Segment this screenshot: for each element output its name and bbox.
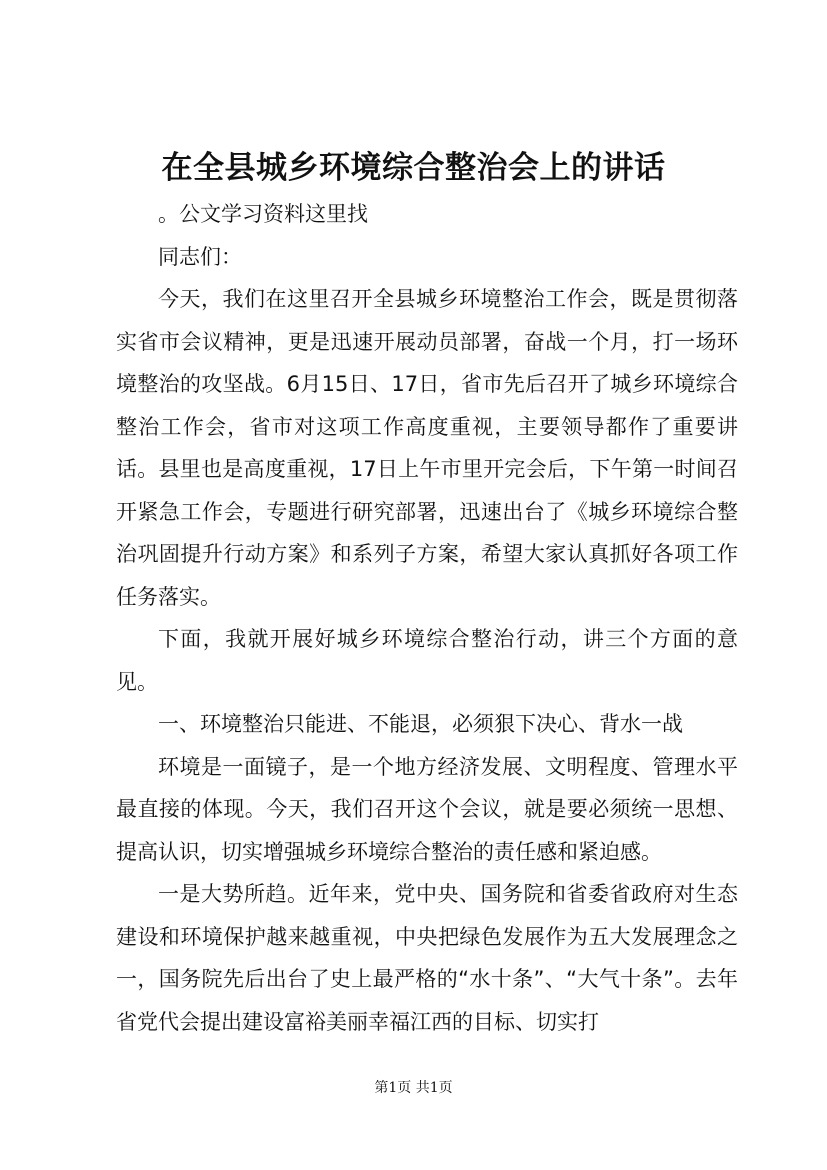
document-body bbox=[116, 193, 738, 1043]
section-heading-1: 一、环境整治只能进、不能退，必须狠下决心、背水一战 bbox=[158, 712, 683, 736]
document-title: 在全县城乡环境综合整治会上的讲话 bbox=[161, 150, 666, 186]
paragraph-trend: 一是大势所趋。近年来，党中央、国务院和省委省政府对生态建设和环境保护越来越重视，中央把绿色发展作为五大发展理念之一，国务院先后出台了史上最严格的“水十条”、“大气十条”。去年省党代会提出建设富裕美丽幸福江西的目标、切实打 bbox=[116, 882, 738, 1034]
paragraph-introduction: 下面，我就开展好城乡环境综合整治行动，讲三个方面的意见。 bbox=[116, 627, 738, 694]
paragraph-source-note: 。公文学习资料这里找 bbox=[158, 202, 368, 226]
paragraph-section-1-intro: 环境是一面镜子，是一个地方经济发展、文明程度、管理水平最直接的体现。今天，我们召开这个会议，就是要必须统一思想、提高认识，切实增强城乡环境综合整治的责任感和紧迫感。 bbox=[116, 754, 738, 864]
paragraph-salutation: 同志们： bbox=[158, 244, 242, 269]
page-footer: 第1页 共1页 bbox=[374, 1080, 453, 1096]
paragraph-opening: 今天，我们在这里召开全县城乡环境整治工作会，既是贯彻落实省市会议精神，更是迅速开展动员部署，奋战一个月，打一场环境整治的攻坚战。6月15日、17日，省市先后召开了城乡环境综合整治工作会，省市对这项工作高度重视，主要领导都作了重要讲话。县里也是高度重视，17日上午市里开完会后，下午第一时间召开紧急工作会，专题进行研究部署，迅速出台了《城乡环境综合整治巩固提升行动方案》和系列子方案，希望大家认真抓好各项工作任务落实。 bbox=[116, 287, 738, 609]
